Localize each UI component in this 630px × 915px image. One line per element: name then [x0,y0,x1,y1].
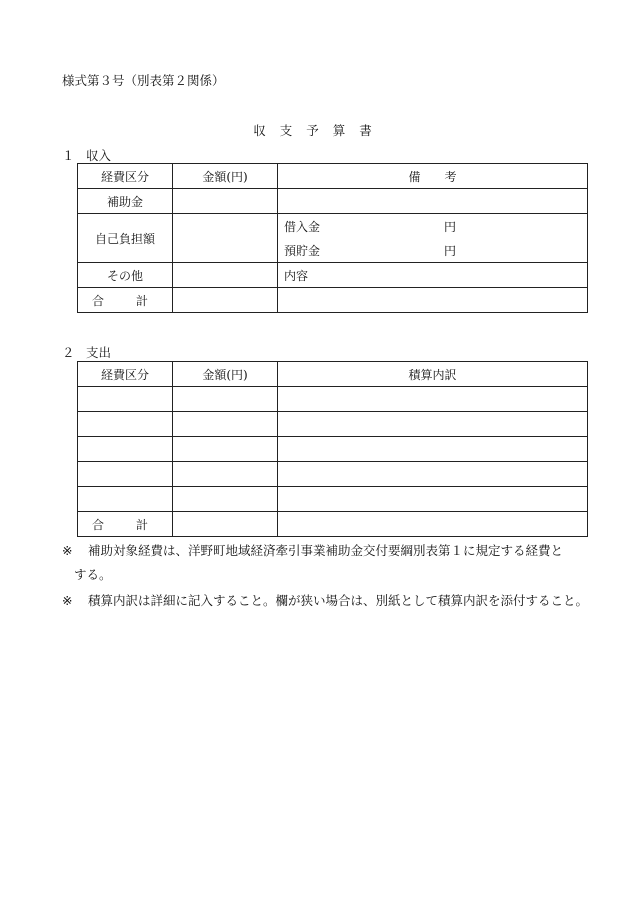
income-self-label: 自己負担額 [78,214,173,263]
expense-amount-cell[interactable] [173,387,278,412]
expense-table [77,361,588,537]
expense-section-title: 支出 [86,345,112,360]
income-subsidy-amount-cell[interactable] [173,189,278,214]
income-header-row [78,164,588,189]
savings-unit: 円 [444,243,457,258]
expense-amount-cell[interactable] [173,487,278,512]
income-section-number: １ [62,148,75,163]
expense-amount-cell[interactable] [173,412,278,437]
income-header-category: 経費区分 [78,164,173,189]
expense-row [78,387,588,412]
note-1 [62,539,563,562]
income-self-remarks-cell[interactable] [278,214,588,263]
expense-section-number: ２ [62,345,75,360]
income-section-heading [62,146,111,164]
expense-header-category: 経費区分 [78,362,173,387]
expense-breakdown-cell[interactable] [278,412,588,437]
expense-category-cell[interactable] [78,412,173,437]
note-2 [62,589,588,612]
expense-amount-cell[interactable] [173,437,278,462]
note-1-text: 補助対象経費は、洋野町地域経済牽引事業補助金交付要綱別表第１に規定する経費と [88,543,564,558]
income-self-amount-cell[interactable] [173,214,278,263]
expense-breakdown-cell[interactable] [278,437,588,462]
income-total-remarks-cell[interactable] [278,288,588,313]
expense-row-total [78,512,588,537]
income-subsidy-label: 補助金 [78,189,173,214]
loan-label: 借入金 [284,219,321,234]
expense-header-row [78,362,588,387]
expense-category-cell[interactable] [78,487,173,512]
note-mark: ※ [62,543,73,558]
expense-total-amount-cell[interactable] [173,512,278,537]
note-2-text: 積算内訳は詳細に記入すること。欄が狭い場合は、別紙として積算内訳を添付すること。 [88,593,589,608]
income-header-remarks: 備 考 [278,164,588,189]
income-total-amount-cell[interactable] [173,288,278,313]
expense-category-cell[interactable] [78,437,173,462]
savings-line [284,238,581,262]
income-other-amount-cell[interactable] [173,263,278,288]
income-row-other [78,263,588,288]
expense-category-cell[interactable] [78,387,173,412]
expense-amount-cell[interactable] [173,462,278,487]
income-section-title: 収入 [86,148,112,163]
expense-row [78,462,588,487]
income-total-label: 合 計 [78,288,173,313]
expense-section-heading [62,343,111,361]
income-row-total [78,288,588,313]
savings-label: 預貯金 [284,243,321,258]
loan-line [284,214,581,238]
document-title: 収 支 予 算 書 [253,123,377,138]
expense-category-cell[interactable] [78,462,173,487]
expense-row [78,437,588,462]
expense-header-amount: 金額(円) [173,362,278,387]
income-table [77,163,588,313]
expense-breakdown-cell[interactable] [278,487,588,512]
income-other-note: 内容 [284,268,309,283]
income-subsidy-remarks-cell[interactable] [278,189,588,214]
income-row-subsidy [78,189,588,214]
expense-total-breakdown-cell[interactable] [278,512,588,537]
loan-unit: 円 [444,219,457,234]
form-number-label: 様式第３号（別表第２関係） [62,73,225,88]
expense-header-breakdown: 積算内訳 [278,362,588,387]
expense-row [78,487,588,512]
income-row-self-burden [78,214,588,263]
expense-breakdown-cell[interactable] [278,387,588,412]
income-other-remarks-cell[interactable] [278,263,588,288]
note-1-continuation: する。 [74,567,112,582]
expense-total-label: 合 計 [78,512,173,537]
income-other-label: その他 [78,263,173,288]
income-header-amount: 金額(円) [173,164,278,189]
note-mark: ※ [62,593,73,608]
expense-row [78,412,588,437]
expense-breakdown-cell[interactable] [278,462,588,487]
